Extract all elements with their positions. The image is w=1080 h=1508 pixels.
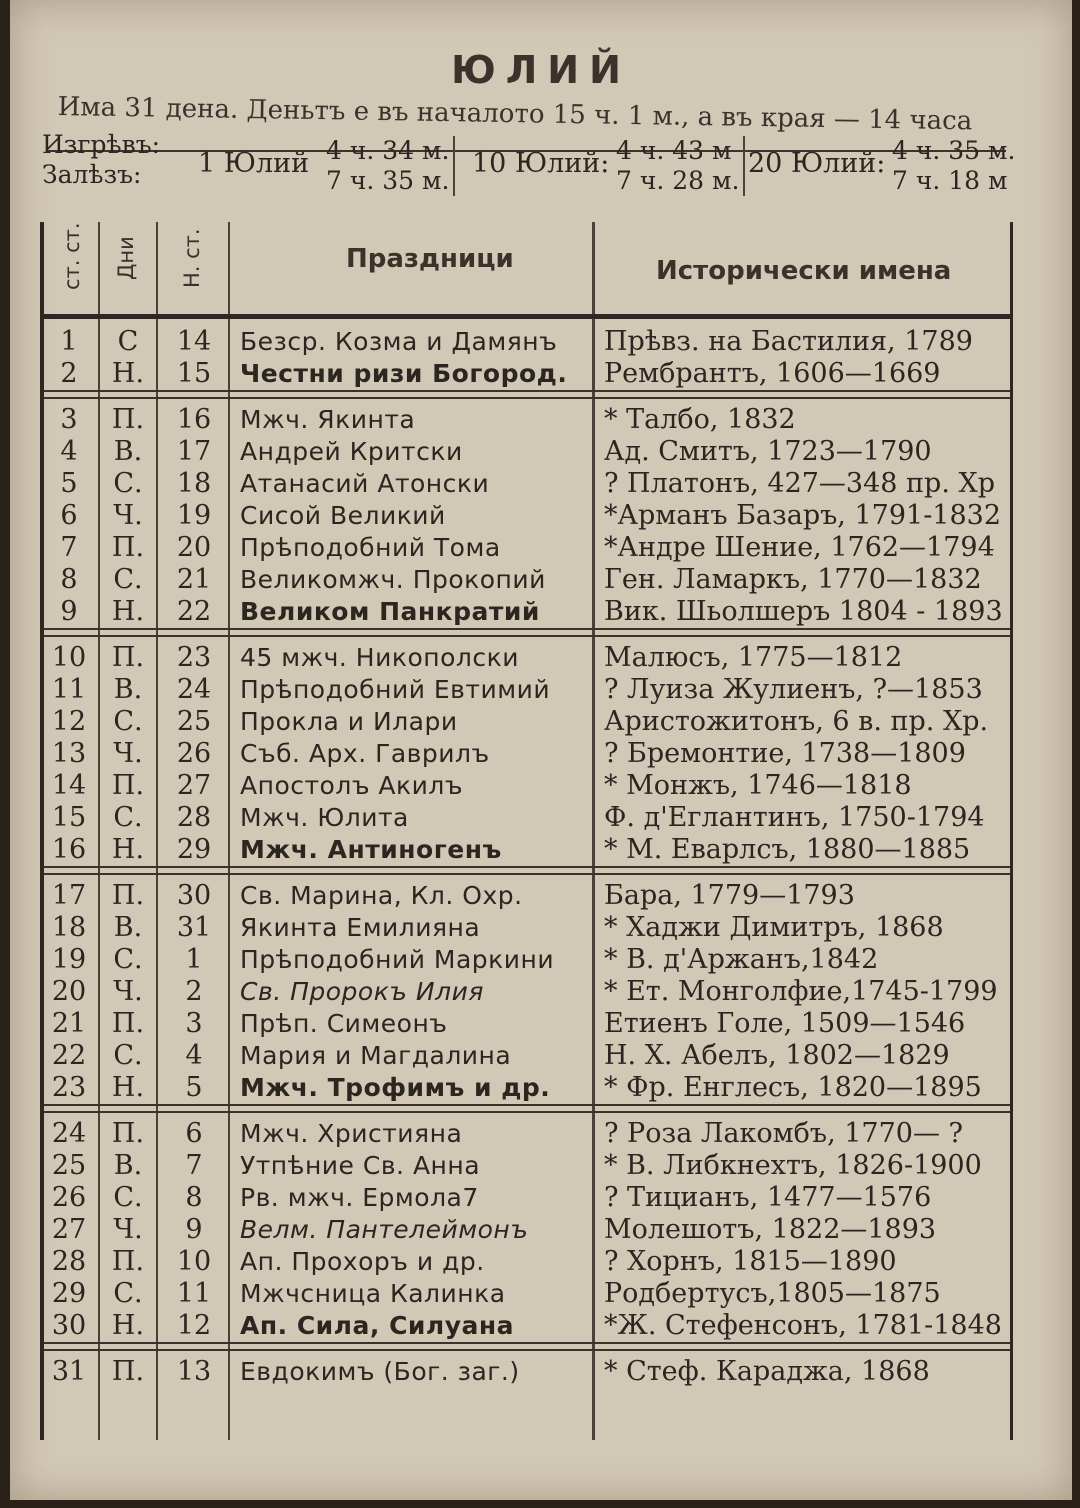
weekday: Н. (111, 1072, 145, 1103)
table-row (44, 1214, 1010, 1246)
weekday: П. (111, 1118, 145, 1149)
holiday: Безср. Козма и Дамянъ (240, 327, 558, 356)
table-row (44, 1278, 1010, 1310)
table-row (44, 834, 1010, 866)
holiday: Великом Панкратий (240, 597, 540, 626)
weekday: С. (113, 1182, 143, 1213)
holiday: Прокла и Илари (240, 707, 458, 736)
table-row (44, 1118, 1010, 1150)
new-style-date: 31 (176, 912, 212, 943)
holiday: Прѣподобний Тома (240, 533, 501, 562)
weekday: Н. (111, 1310, 145, 1341)
weekday: Ч. (113, 500, 143, 531)
old-style-date: 31 (51, 1356, 87, 1387)
old-style-date: 14 (51, 770, 87, 801)
holiday: Ап. Прохоръ и др. (240, 1247, 485, 1276)
new-style-date: 3 (185, 1008, 203, 1039)
table-row (44, 976, 1010, 1008)
weekday: П. (111, 404, 145, 435)
table-row (44, 564, 1010, 596)
historic-name: Прѣвз. на Бастилия, 1789 (604, 326, 973, 357)
table-row (44, 1072, 1010, 1104)
sunrise-value: 4 ч. 35 м. (892, 136, 1016, 165)
new-style-date: 29 (176, 834, 212, 865)
historic-name: Н. Х. Абелъ, 1802—1829 (604, 1040, 950, 1071)
old-style-date: 5 (60, 468, 78, 499)
weekday: В. (113, 1150, 143, 1181)
holiday: Апостолъ Акилъ (240, 771, 464, 800)
sunset-value: 7 ч. 18 м (892, 166, 1008, 195)
calendar-table (40, 222, 1013, 1440)
holiday: Мжч. Антиногенъ (240, 835, 502, 864)
weekday: П. (111, 1008, 145, 1039)
new-style-date: 22 (176, 596, 212, 627)
historic-name: ? Платонъ, 427—348 пр. Хр (604, 468, 995, 499)
new-style-date: 27 (176, 770, 212, 801)
old-style-date: 22 (51, 1040, 87, 1071)
historic-name: * Стеф. Караджа, 1868 (604, 1356, 930, 1387)
weekday: Ч. (113, 738, 143, 769)
new-style-date: 14 (176, 326, 212, 357)
week-separator (44, 1104, 1010, 1113)
historic-name: *Арманъ Базаръ, 1791-1832 (604, 500, 1002, 531)
historic-name: *Ж. Стефенсонъ, 1781-1848 (604, 1310, 1002, 1341)
table-row (44, 802, 1010, 834)
table-row (44, 1182, 1010, 1214)
historic-name: ? Тицианъ, 1477—1576 (604, 1182, 932, 1213)
header-old-style: ст. ст. (60, 222, 84, 290)
table-row (44, 1040, 1010, 1072)
new-style-date: 16 (176, 404, 212, 435)
new-style-date: 19 (176, 500, 212, 531)
new-style-date: 7 (185, 1150, 203, 1181)
old-style-date: 8 (60, 564, 78, 595)
weekday: С. (113, 468, 143, 499)
table-row (44, 532, 1010, 564)
holiday: Честни ризи Богород. (240, 359, 568, 388)
holiday: Великомжч. Прокопий (240, 565, 546, 594)
sun-date: 1 Юлий (198, 148, 310, 179)
new-style-date: 8 (185, 1182, 203, 1213)
new-style-date: 24 (176, 674, 212, 705)
sunset-value: 7 ч. 28 м. (616, 166, 740, 195)
old-style-date: 21 (51, 1008, 87, 1039)
historic-name: * В. д'Аржанъ,1842 (604, 944, 879, 975)
new-style-date: 23 (176, 642, 212, 673)
holiday: Мжч. Якинта (240, 405, 416, 434)
weekday: П. (111, 642, 145, 673)
sun-labels (42, 130, 160, 190)
new-style-date: 26 (176, 738, 212, 769)
new-style-date: 30 (176, 880, 212, 911)
sun-times-values (892, 136, 1019, 196)
month-title: ЮЛИЙ (451, 48, 631, 92)
weekday: Н. (111, 596, 145, 627)
historic-name: Ад. Смитъ, 1723—1790 (604, 436, 932, 467)
holiday: Съб. Арх. Гаврилъ (240, 739, 490, 768)
holiday: 45 мжч. Никополски (240, 643, 519, 672)
old-style-date: 16 (51, 834, 87, 865)
table-row (44, 1246, 1010, 1278)
old-style-date: 30 (51, 1310, 87, 1341)
old-style-date: 3 (60, 404, 78, 435)
table-row (44, 944, 1010, 976)
holiday: Мжч. Юлита (240, 803, 409, 832)
old-style-date: 25 (51, 1150, 87, 1181)
old-style-date: 6 (60, 500, 78, 531)
header-new-style: Н. ст. (180, 228, 204, 288)
weekday: П. (111, 532, 145, 563)
weekday: С. (113, 564, 143, 595)
table-row (44, 770, 1010, 802)
historic-name: Ф. д'Еглантинъ, 1750-1794 (604, 802, 985, 833)
header-holidays: Праздници (346, 244, 514, 274)
sun-times (38, 128, 1018, 214)
table-row (44, 738, 1010, 770)
historic-name: Рембрантъ, 1606—1669 (604, 358, 941, 389)
historic-name: ? Луиза Жулиенъ, ?—1853 (604, 674, 983, 705)
holiday: Евдокимъ (Бог. заг.) (240, 1357, 520, 1386)
historic-name: *Андре Шение, 1762—1794 (604, 532, 995, 563)
table-row (44, 674, 1010, 706)
old-style-date: 4 (60, 436, 78, 467)
old-style-date: 1 (60, 326, 78, 357)
calendar-page (10, 0, 1072, 1500)
historic-name: * М. Еварлсъ, 1880—1885 (604, 834, 971, 865)
sunrise-value: 4 ч. 34 м. (326, 136, 450, 165)
table-row (44, 500, 1010, 532)
holiday: Атанасий Атонски (240, 469, 490, 498)
week-separator (44, 1342, 1010, 1351)
holiday: Прѣп. Симеонъ (240, 1009, 448, 1038)
weekday: П. (111, 1246, 145, 1277)
holiday: Якинта Емилияна (240, 913, 481, 942)
weekday: В. (113, 912, 143, 943)
header-historic-names: Исторически имена (656, 256, 952, 286)
week-separator (44, 628, 1010, 637)
historic-name: Етиенъ Голе, 1509—1546 (604, 1008, 966, 1039)
table-row (44, 1150, 1010, 1182)
old-style-date: 17 (51, 880, 87, 911)
holiday: Прѣподобний Маркини (240, 945, 555, 974)
old-style-date: 27 (51, 1214, 87, 1245)
holiday: Андрей Критски (240, 437, 463, 466)
holiday: Рв. мжч. Ермола7 (240, 1183, 479, 1212)
sun-date: 20 Юлий: (748, 148, 886, 179)
historic-name: Вик. Шьолшеръ 1804 - 1893 (604, 596, 1003, 627)
weekday: С. (113, 1040, 143, 1071)
sun-times-values (616, 136, 745, 196)
old-style-date: 23 (51, 1072, 87, 1103)
holiday: Утпѣние Св. Анна (240, 1151, 481, 1180)
new-style-date: 4 (185, 1040, 203, 1071)
weekday: Ч. (113, 976, 143, 1007)
week-separator (44, 866, 1010, 875)
old-style-date: 12 (51, 706, 87, 737)
weekday: П. (111, 770, 145, 801)
historic-name: ? Хорнъ, 1815—1890 (604, 1246, 897, 1277)
weekday: С. (113, 944, 143, 975)
old-style-date: 7 (60, 532, 78, 563)
new-style-date: 10 (176, 1246, 212, 1277)
table-row (44, 1356, 1010, 1388)
old-style-date: 28 (51, 1246, 87, 1277)
historic-name: Ген. Ламаркъ, 1770—1832 (604, 564, 982, 595)
new-style-date: 2 (185, 976, 203, 1007)
table-row (44, 912, 1010, 944)
old-style-date: 29 (51, 1278, 87, 1309)
historic-name: * В. Либкнехтъ, 1826-1900 (604, 1150, 982, 1181)
holiday: Велм. Пантелеймонъ (240, 1215, 529, 1244)
new-style-date: 13 (176, 1356, 212, 1387)
table-row (44, 706, 1010, 738)
header-rule (44, 314, 1010, 319)
table-row (44, 468, 1010, 500)
sunrise-value: 4 ч. 43 м (616, 136, 732, 165)
holiday: Сисой Великий (240, 501, 446, 530)
old-style-date: 24 (51, 1118, 87, 1149)
holiday: Мжч. Християна (240, 1119, 463, 1148)
weekday: В. (113, 436, 143, 467)
historic-name: Аристожитонъ, 6 в. пр. Хр. (604, 706, 989, 737)
table-row (44, 1008, 1010, 1040)
table-row (44, 404, 1010, 436)
historic-name: Родбертусъ,1805—1875 (604, 1278, 941, 1309)
old-style-date: 13 (51, 738, 87, 769)
old-style-date: 2 (60, 358, 78, 389)
weekday: С. (113, 802, 143, 833)
sunset-value: 7 ч. 35 м. (326, 166, 450, 195)
weekday: С (117, 326, 139, 357)
old-style-date: 19 (51, 944, 87, 975)
holiday: Прѣподобний Евтимий (240, 675, 551, 704)
holiday: Св. Марина, Кл. Охр. (240, 881, 523, 910)
holiday: Мария и Магдалина (240, 1041, 512, 1070)
historic-name: * Ет. Монголфие,1745-1799 (604, 976, 998, 1007)
table-row (44, 642, 1010, 674)
sun-date: 10 Юлий: (472, 148, 610, 179)
holiday: Мжчсница Калинка (240, 1279, 506, 1308)
table-row (44, 326, 1010, 358)
new-style-date: 11 (176, 1278, 212, 1309)
table-row (44, 1310, 1010, 1342)
holiday: Ап. Сила, Силуана (240, 1311, 515, 1340)
holiday: Мжч. Трофимъ и др. (240, 1073, 551, 1102)
month-intro: Има 31 дена. Деньтъ е въ началото 15 ч. 1 м., а въ края — 14 часа (57, 92, 973, 137)
historic-name: * Фр. Енглесъ, 1820—1895 (604, 1072, 982, 1103)
historic-name: * Хаджи Димитръ, 1868 (604, 912, 944, 943)
table-row (44, 880, 1010, 912)
historic-name: * Монжъ, 1746—1818 (604, 770, 912, 801)
new-style-date: 21 (176, 564, 212, 595)
weekday: Ч. (113, 1214, 143, 1245)
historic-name: ? Бремонтие, 1738—1809 (604, 738, 966, 769)
new-style-date: 20 (176, 532, 212, 563)
weekday: С. (113, 706, 143, 737)
weekday: В. (113, 674, 143, 705)
historic-name: Бара, 1779—1793 (604, 880, 855, 911)
weekday: Н. (111, 834, 145, 865)
holiday: Св. Пророкъ Илия (240, 977, 484, 1006)
new-style-date: 18 (176, 468, 212, 499)
weekday: П. (111, 880, 145, 911)
table-row (44, 436, 1010, 468)
new-style-date: 15 (176, 358, 212, 389)
sunrise-label: Изгрѣвъ: (42, 130, 161, 159)
old-style-date: 18 (51, 912, 87, 943)
old-style-date: 26 (51, 1182, 87, 1213)
new-style-date: 28 (176, 802, 212, 833)
sun-times-values (326, 136, 455, 196)
old-style-date: 9 (60, 596, 78, 627)
new-style-date: 12 (176, 1310, 212, 1341)
old-style-date: 15 (51, 802, 87, 833)
new-style-date: 6 (185, 1118, 203, 1149)
new-style-date: 17 (176, 436, 212, 467)
old-style-date: 20 (51, 976, 87, 1007)
table-row (44, 358, 1010, 390)
new-style-date: 25 (176, 706, 212, 737)
old-style-date: 10 (51, 642, 87, 673)
table-header (44, 222, 1010, 314)
historic-name: Молешотъ, 1822—1893 (604, 1214, 937, 1245)
sunset-label: Залѣзъ: (42, 160, 142, 189)
header-days: Дни (114, 236, 138, 280)
historic-name: ? Роза Лакомбъ, 1770— ? (604, 1118, 964, 1149)
weekday: С. (113, 1278, 143, 1309)
historic-name: Малюсъ, 1775—1812 (604, 642, 903, 673)
new-style-date: 1 (185, 944, 203, 975)
weekday: Н. (111, 358, 145, 389)
old-style-date: 11 (51, 674, 87, 705)
historic-name: * Талбо, 1832 (604, 404, 796, 435)
week-separator (44, 390, 1010, 399)
weekday: П. (111, 1356, 145, 1387)
table-row (44, 596, 1010, 628)
new-style-date: 5 (185, 1072, 203, 1103)
new-style-date: 9 (185, 1214, 203, 1245)
